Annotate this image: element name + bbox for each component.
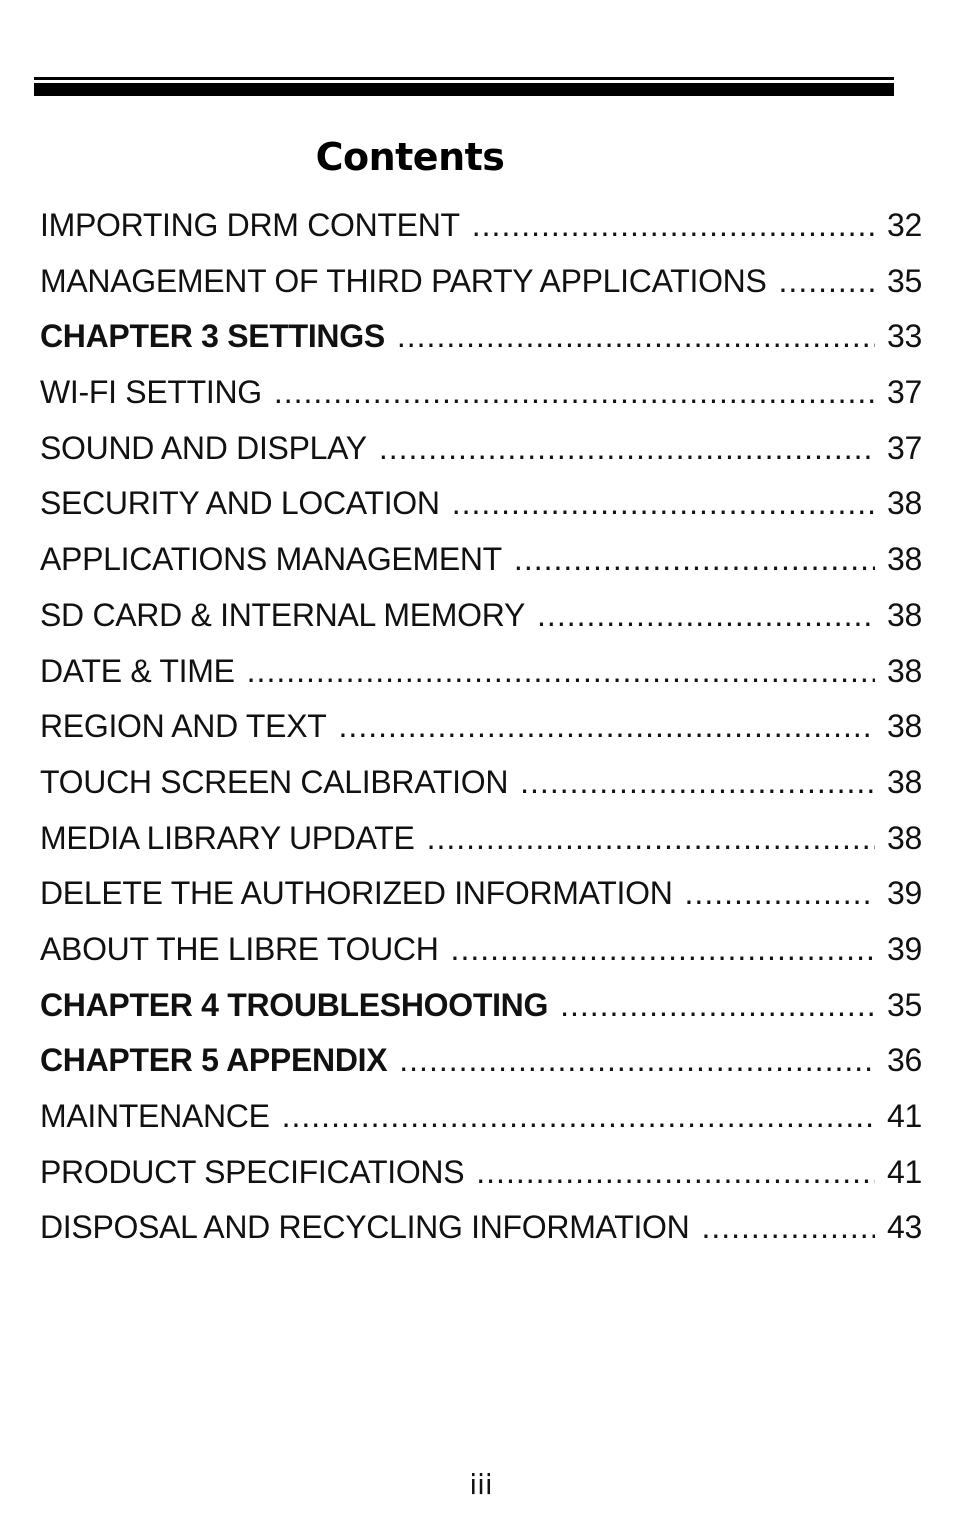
toc-entry-label: SOUND AND DISPLAY (40, 429, 367, 466)
toc-entry-label: IMPORTING DRM CONTENT (40, 207, 460, 243)
toc-entry[interactable] (40, 1145, 922, 1201)
dot-leader (274, 365, 875, 421)
toc-entry[interactable] (40, 755, 922, 811)
toc-entry[interactable] (40, 198, 922, 254)
dot-leader (476, 1145, 875, 1201)
dot-leader (685, 866, 875, 922)
toc-entry[interactable] (40, 588, 922, 644)
toc-chapter-entry[interactable] (40, 978, 922, 1034)
dot-leader (520, 755, 875, 811)
toc-entry[interactable] (40, 699, 922, 755)
header-rule-thick (34, 83, 894, 96)
dot-leader (282, 1089, 875, 1145)
dot-leader (779, 254, 875, 310)
toc-entry-page-number: 33 (887, 318, 922, 355)
toc-entry-label: DISPOSAL AND RECYCLING INFORMATION (40, 1209, 690, 1246)
dot-leader (339, 699, 875, 755)
dot-leader (514, 532, 875, 588)
toc-entry-page-number: 38 (887, 541, 922, 578)
toc-entry[interactable] (40, 1089, 922, 1145)
toc-entry-page-number: 38 (887, 819, 922, 856)
toc-entry-label: SECURITY AND LOCATION (40, 485, 440, 522)
toc-entry-label: CHAPTER 5 APPENDIX (40, 1042, 388, 1079)
toc-entry-page-number: 37 (887, 374, 922, 411)
toc-entry-label: APPLICATIONS MANAGEMENT (40, 541, 502, 578)
toc-entry-page-number: 41 (887, 1153, 922, 1190)
dot-leader (537, 588, 875, 644)
contents-heading: Contents (315, 135, 505, 179)
toc-entry-label: MAINTENANCE (40, 1098, 270, 1134)
toc-entry[interactable] (40, 644, 922, 700)
toc-entry-label: TOUCH SCREEN CALIBRATION (40, 763, 509, 800)
toc-entry-label: MANAGEMENT OF THIRD PARTY APPLICATIONS (40, 262, 767, 299)
toc-entry[interactable] (40, 922, 922, 978)
toc-entry-label: CHAPTER 3 SETTINGS (40, 318, 385, 355)
toc-entry-label: PRODUCT SPECIFICATIONS (40, 1153, 465, 1190)
toc-entry[interactable] (40, 476, 922, 532)
dot-leader (452, 476, 875, 532)
toc-entry-label: REGION AND TEXT (40, 708, 327, 745)
toc-entry-page-number: 39 (887, 930, 922, 967)
toc-entry-page-number: 37 (887, 429, 922, 466)
toc-entry-page-number: 32 (887, 207, 922, 243)
toc-entry[interactable] (40, 1200, 922, 1256)
dot-leader (472, 198, 875, 254)
toc-entry[interactable] (40, 811, 922, 867)
toc-entry-page-number: 41 (887, 1098, 922, 1134)
toc-entry-label: WI-FI SETTING (40, 374, 262, 411)
toc-entry-page-number: 38 (887, 596, 922, 633)
toc-entry-page-number: 38 (887, 763, 922, 800)
toc-entry-page-number: 38 (887, 652, 922, 689)
toc-entry-label: ABOUT THE LIBRE TOUCH (40, 930, 439, 967)
dot-leader (379, 421, 875, 477)
dot-leader (560, 978, 875, 1034)
dot-leader (397, 309, 875, 365)
dot-leader (247, 644, 875, 700)
toc-chapter-entry[interactable] (40, 1033, 922, 1089)
dot-leader (427, 811, 875, 867)
toc-entry-page-number: 35 (887, 986, 922, 1023)
toc-entry-label: DELETE THE AUTHORIZED INFORMATION (40, 875, 673, 912)
toc-entry-label: CHAPTER 4 TROUBLESHOOTING (40, 986, 549, 1023)
toc-entry-page-number: 35 (887, 262, 922, 299)
toc-entry[interactable] (40, 866, 922, 922)
toc-entry[interactable] (40, 254, 922, 310)
toc-entry[interactable] (40, 421, 922, 477)
dot-leader (399, 1033, 875, 1089)
toc-entry[interactable] (40, 365, 922, 421)
toc-entry[interactable] (40, 532, 922, 588)
toc-entry-page-number: 38 (887, 485, 922, 522)
table-of-contents (40, 198, 922, 1256)
page-number: iii (469, 1468, 493, 1501)
dot-leader (451, 922, 875, 978)
toc-entry-page-number: 38 (887, 708, 922, 745)
toc-entry-page-number: 39 (887, 875, 922, 912)
toc-entry-page-number: 43 (887, 1209, 922, 1246)
toc-entry-label: MEDIA LIBRARY UPDATE (40, 819, 415, 856)
toc-entry-page-number: 36 (887, 1042, 922, 1079)
toc-entry-label: DATE & TIME (40, 652, 235, 689)
dot-leader (701, 1200, 875, 1256)
toc-chapter-entry[interactable] (40, 309, 922, 365)
header-rule-thin (34, 77, 894, 80)
toc-entry-label: SD CARD & INTERNAL MEMORY (40, 596, 526, 633)
